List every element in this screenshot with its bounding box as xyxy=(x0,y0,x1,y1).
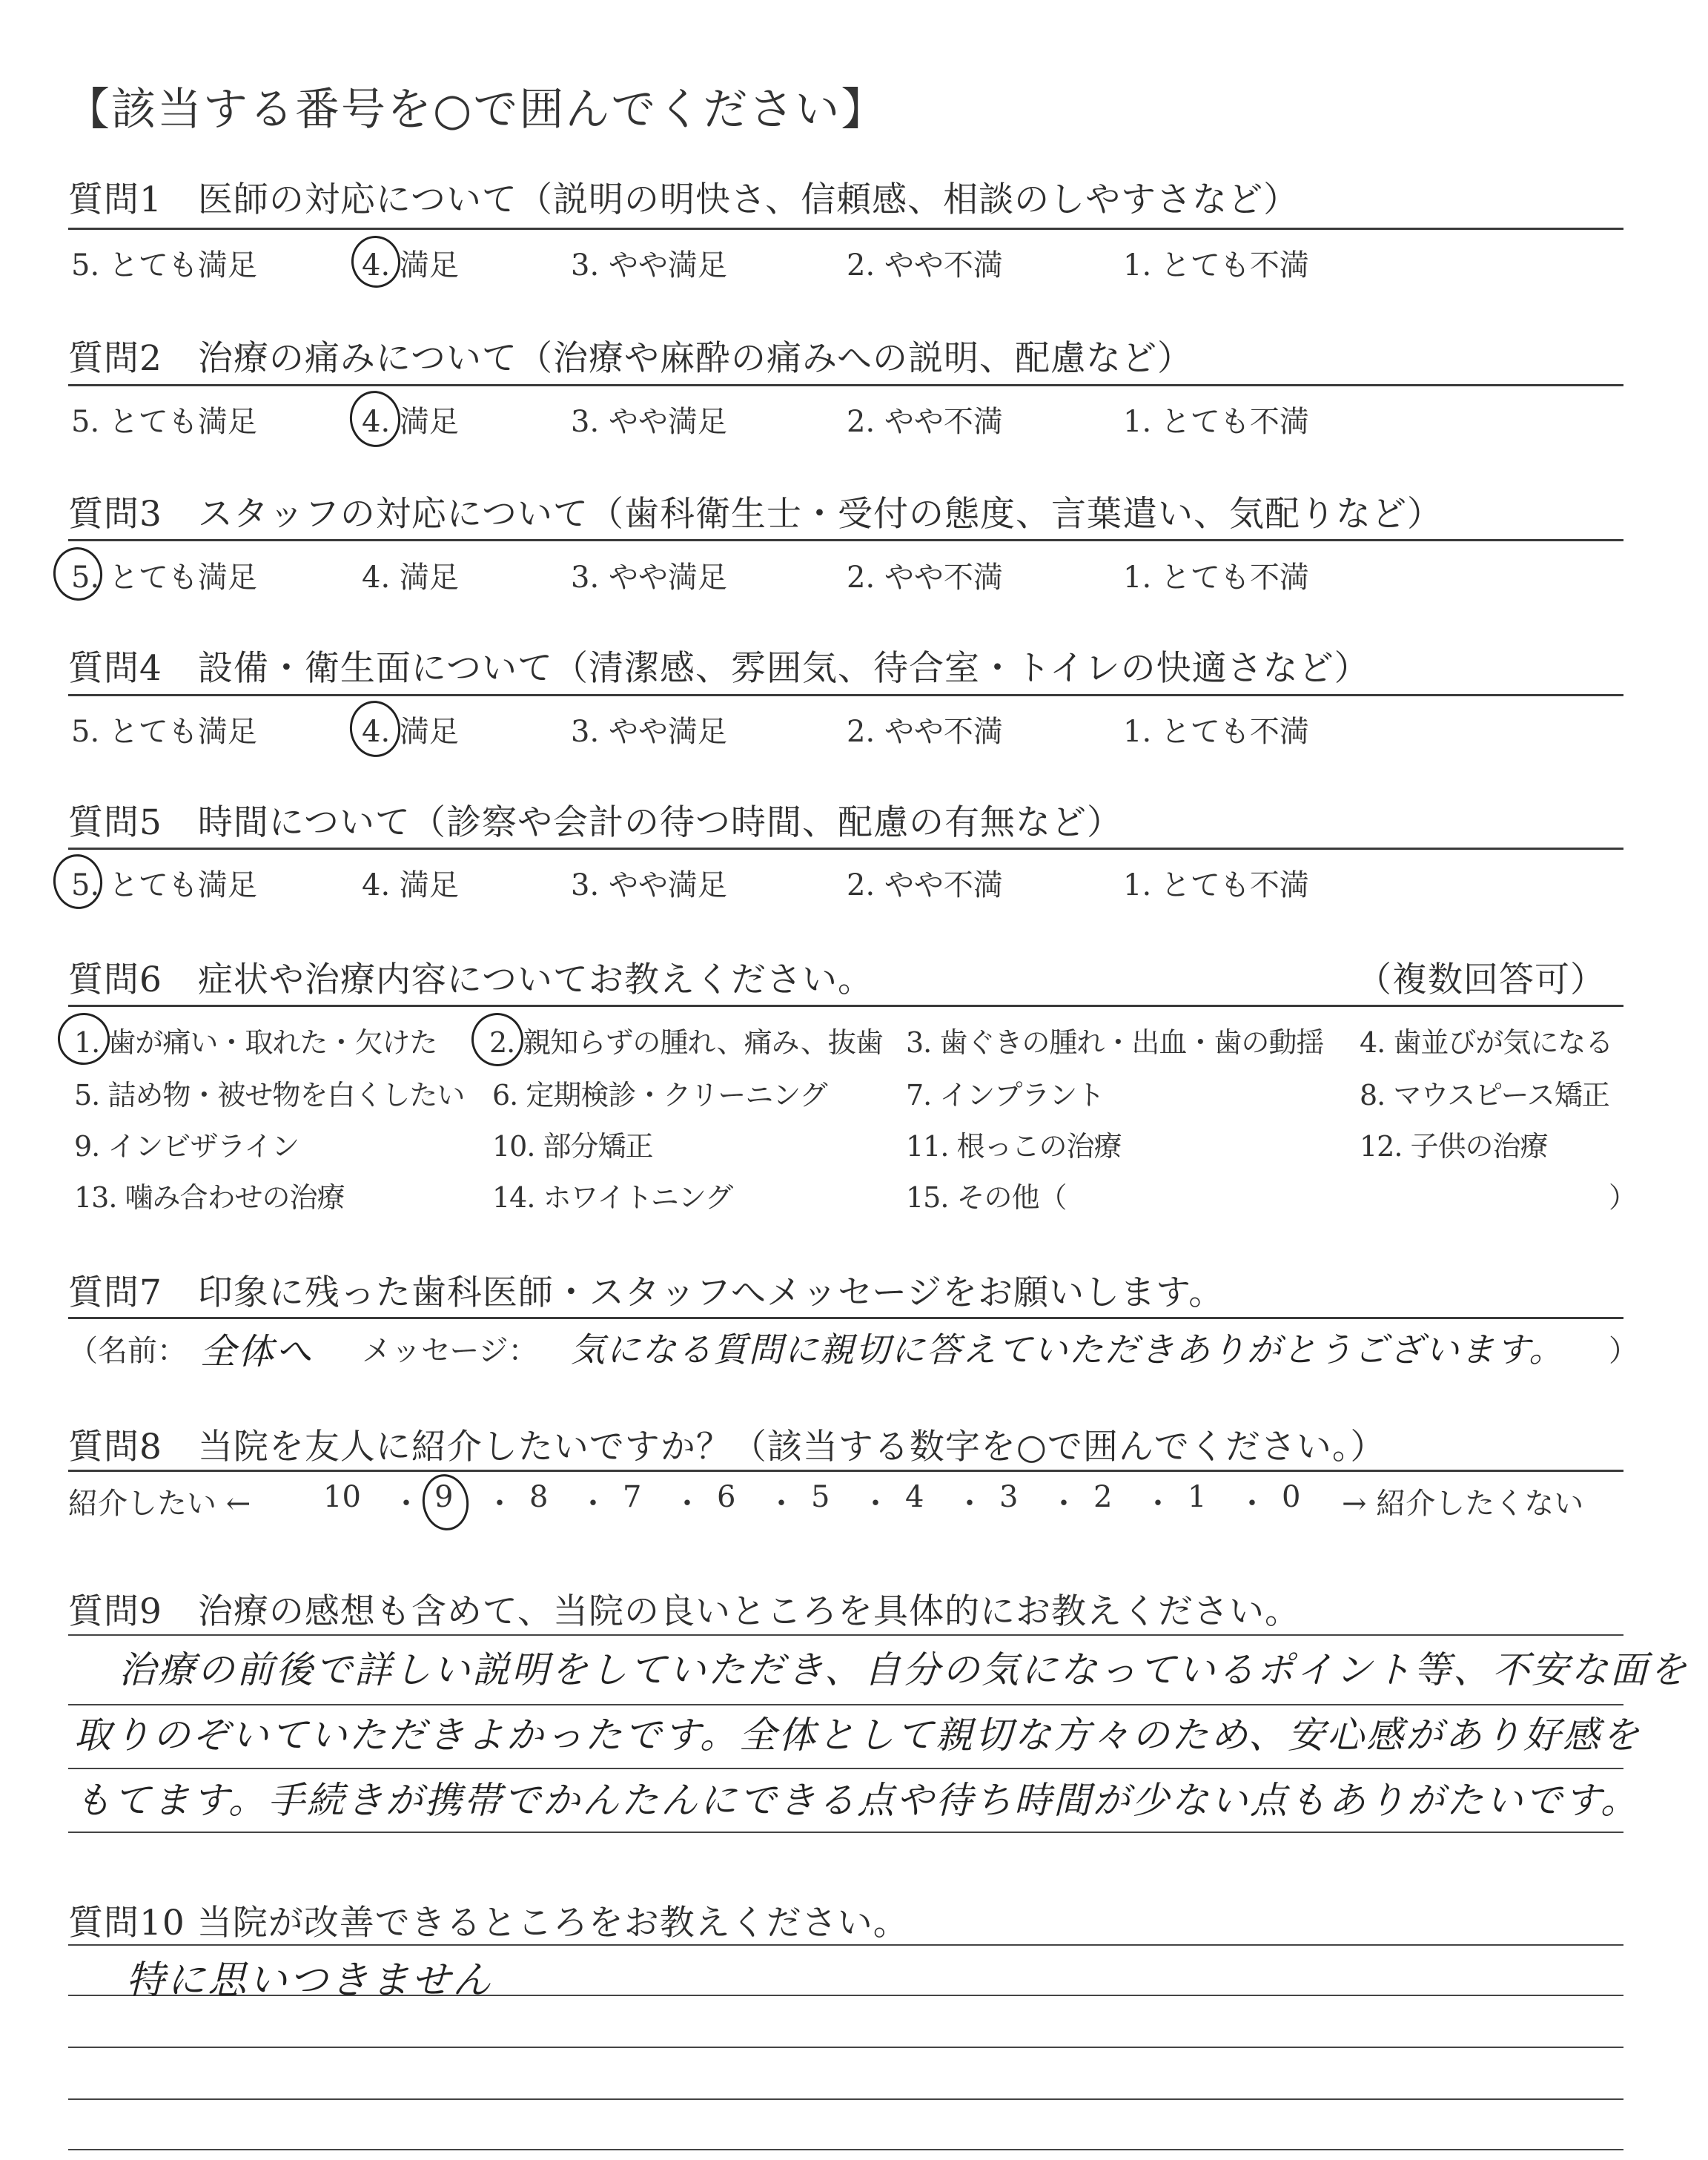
q6-option-6[interactable]: 6. 定期検診・クリーニング xyxy=(492,1079,827,1112)
q7-name-value[interactable]: 全体へ xyxy=(200,1331,314,1373)
q2-option-2[interactable]: 2. やや不満 xyxy=(847,405,1003,439)
form-title: 【該当する番号を○で囲んでください】 xyxy=(65,84,887,136)
divider xyxy=(68,539,1623,541)
q6-option-8[interactable]: 8. マウスピース矯正 xyxy=(1360,1079,1609,1112)
question-6-label: 質問6 症状や治療内容についてお教えください。 xyxy=(68,960,873,1000)
q6-selected-circle-2 xyxy=(468,1009,526,1069)
q8-left-label: 紹介したい ← xyxy=(68,1487,251,1521)
q6-option-15-close: ） xyxy=(1609,1181,1637,1214)
q1-option-5[interactable]: 5. とても満足 xyxy=(71,248,257,283)
q3-option-5[interactable]: 5. とても満足 xyxy=(71,561,257,595)
scale-dot: ・ xyxy=(1237,1487,1267,1521)
q8-scale-6[interactable]: 6 xyxy=(717,1480,736,1514)
divider xyxy=(68,1317,1623,1319)
q6-option-1[interactable]: 1. 歯が痛い・取れた・欠けた xyxy=(74,1026,437,1059)
q6-option-4[interactable]: 4. 歯並びが気になる xyxy=(1360,1026,1613,1059)
divider xyxy=(68,1005,1623,1007)
q4-option-3[interactable]: 3. やや満足 xyxy=(571,715,727,749)
q6-option-11[interactable]: 11. 根っこの治療 xyxy=(906,1130,1122,1163)
scale-dot: ・ xyxy=(767,1487,796,1521)
divider xyxy=(68,694,1623,696)
q7-message-value[interactable]: 気になる質問に親切に答えていただきありがとうございます。 xyxy=(571,1330,1565,1370)
question-9-label: 質問9 治療の感想も含めて、当院の良いところを具体的にお教えください。 xyxy=(68,1591,1300,1632)
q7-close-paren: ） xyxy=(1609,1334,1638,1368)
q8-scale-5[interactable]: 5 xyxy=(811,1480,830,1514)
q7-name-label: （名前： xyxy=(68,1334,187,1368)
q1-option-1[interactable]: 1. とても不満 xyxy=(1123,248,1309,283)
q4-selected-circle xyxy=(346,698,404,761)
q4-option-4[interactable]: 4. 満足 xyxy=(362,715,459,749)
q2-option-1[interactable]: 1. とても不満 xyxy=(1123,405,1309,439)
q5-option-5[interactable]: 5. とても満足 xyxy=(71,868,257,902)
q3-option-2[interactable]: 2. やや不満 xyxy=(847,561,1003,595)
question-1-label: 質問1 医師の対応について（説明の明快さ、信頼感、相談のしやすさなど） xyxy=(68,179,1300,220)
q1-option-3[interactable]: 3. やや満足 xyxy=(571,248,727,283)
scale-dot: ・ xyxy=(672,1487,702,1521)
question-10-label: 質問10 当院が改善できるところをお教えください。 xyxy=(68,1903,909,1943)
scale-dot: ・ xyxy=(1049,1487,1079,1521)
q7-message-label: メッセージ： xyxy=(362,1334,538,1368)
q6-option-5[interactable]: 5. 詰め物・被せ物を白くしたい xyxy=(74,1079,465,1112)
scale-dot: ・ xyxy=(485,1487,514,1521)
q6-option-13[interactable]: 13. 噛み合わせの治療 xyxy=(74,1181,345,1214)
q8-scale-2[interactable]: 2 xyxy=(1093,1480,1113,1514)
scale-dot: ・ xyxy=(955,1487,984,1521)
q8-scale-8[interactable]: 8 xyxy=(529,1480,549,1514)
q6-option-15[interactable]: 15. その他（ xyxy=(906,1181,1067,1214)
q6-option-2[interactable]: 2. 親知らずの腫れ、痛み、抜歯 xyxy=(489,1026,883,1059)
answer-line xyxy=(68,1944,1623,1946)
q4-option-1[interactable]: 1. とても不満 xyxy=(1123,715,1309,749)
divider xyxy=(68,384,1623,386)
q5-option-3[interactable]: 3. やや満足 xyxy=(571,868,727,902)
q6-option-10[interactable]: 10. 部分矯正 xyxy=(492,1130,653,1163)
q8-scale-7[interactable]: 7 xyxy=(623,1480,642,1514)
q6-option-9[interactable]: 9. インビザライン xyxy=(74,1130,299,1163)
scale-dot: ・ xyxy=(1143,1487,1173,1521)
answer-line xyxy=(68,1634,1623,1636)
divider xyxy=(68,848,1623,850)
q6-option-3[interactable]: 3. 歯ぐきの腫れ・出血・歯の動揺 xyxy=(906,1026,1324,1059)
question-8-label: 質問8 当院を友人に紹介したいですか？（該当する数字を○で囲んでください。） xyxy=(68,1427,1386,1467)
q8-right-label: → 紹介したくない xyxy=(1342,1487,1584,1521)
answer-line xyxy=(68,2098,1623,2100)
question-6-note: （複数回答可） xyxy=(1357,960,1606,1000)
answer-line xyxy=(68,1768,1623,1769)
q9-answer-line-2[interactable]: 取りのぞいていただきよかったです。全体として親切な方々のため、安心感があり好感を xyxy=(74,1714,1641,1757)
question-7-label: 質問7 印象に残った歯科医師・スタッフへメッセージをお願いします。 xyxy=(68,1272,1225,1313)
q8-scale-9[interactable]: 9 xyxy=(434,1480,454,1514)
divider xyxy=(68,1470,1623,1472)
answer-line xyxy=(68,2149,1623,2150)
q4-option-2[interactable]: 2. やや不満 xyxy=(847,715,1003,749)
q8-selected-circle xyxy=(419,1471,472,1533)
q2-option-3[interactable]: 3. やや満足 xyxy=(571,405,727,439)
q6-option-14[interactable]: 14. ホワイトニング xyxy=(492,1181,733,1214)
q10-answer[interactable]: 特に思いつきません xyxy=(126,1958,494,2003)
q9-answer-line-3[interactable]: もてます。手続きが携帯でかんたんにできる点や待ち時間が少ない点もありがたいです。 xyxy=(74,1779,1640,1822)
q9-answer-line-1[interactable]: 治療の前後で詳しい説明をしていただき、自分の気になっているポイント等、不安な面を xyxy=(119,1648,1689,1691)
q6-option-12[interactable]: 12. 子供の治療 xyxy=(1360,1130,1548,1163)
q1-option-4[interactable]: 4. 満足 xyxy=(362,248,459,283)
question-3-label: 質問3 スタッフの対応について（歯科衛生士・受付の態度、言葉遣い、気配りなど） xyxy=(68,494,1443,535)
question-5-label: 質問5 時間について（診察や会計の待つ時間、配慮の有無など） xyxy=(68,802,1122,843)
q3-option-1[interactable]: 1. とても不満 xyxy=(1123,561,1309,595)
divider xyxy=(68,228,1623,230)
answer-line xyxy=(68,1832,1623,1833)
q5-option-1[interactable]: 1. とても不満 xyxy=(1123,868,1309,902)
q3-option-3[interactable]: 3. やや満足 xyxy=(571,561,727,595)
q8-scale-4[interactable]: 4 xyxy=(905,1480,924,1514)
q1-option-2[interactable]: 2. やや不満 xyxy=(847,248,1003,283)
q5-option-4[interactable]: 4. 満足 xyxy=(362,868,459,902)
q6-option-7[interactable]: 7. インプラント xyxy=(906,1079,1105,1112)
q4-option-5[interactable]: 5. とても満足 xyxy=(71,715,257,749)
q8-scale-3[interactable]: 3 xyxy=(999,1480,1019,1514)
scale-dot: ・ xyxy=(578,1487,608,1521)
scale-dot: ・ xyxy=(861,1487,890,1521)
question-4-label: 質問4 設備・衛生面について（清潔感、雰囲気、待合室・トイレの快適さなど） xyxy=(68,648,1370,689)
q2-selected-circle xyxy=(346,388,404,451)
q2-option-5[interactable]: 5. とても満足 xyxy=(71,405,257,439)
q8-scale-1[interactable]: 1 xyxy=(1188,1480,1207,1514)
question-2-label: 質問2 治療の痛みについて（治療や麻酔の痛みへの説明、配慮など） xyxy=(68,338,1194,379)
scale-dot: ・ xyxy=(391,1487,421,1521)
q8-scale-0[interactable]: 0 xyxy=(1282,1480,1301,1514)
answer-line xyxy=(68,2047,1623,2048)
q8-scale-10[interactable]: 10 xyxy=(323,1480,361,1514)
q5-option-2[interactable]: 2. やや不満 xyxy=(847,868,1003,902)
q2-option-4[interactable]: 4. 満足 xyxy=(362,405,459,439)
q3-option-4[interactable]: 4. 満足 xyxy=(362,561,459,595)
